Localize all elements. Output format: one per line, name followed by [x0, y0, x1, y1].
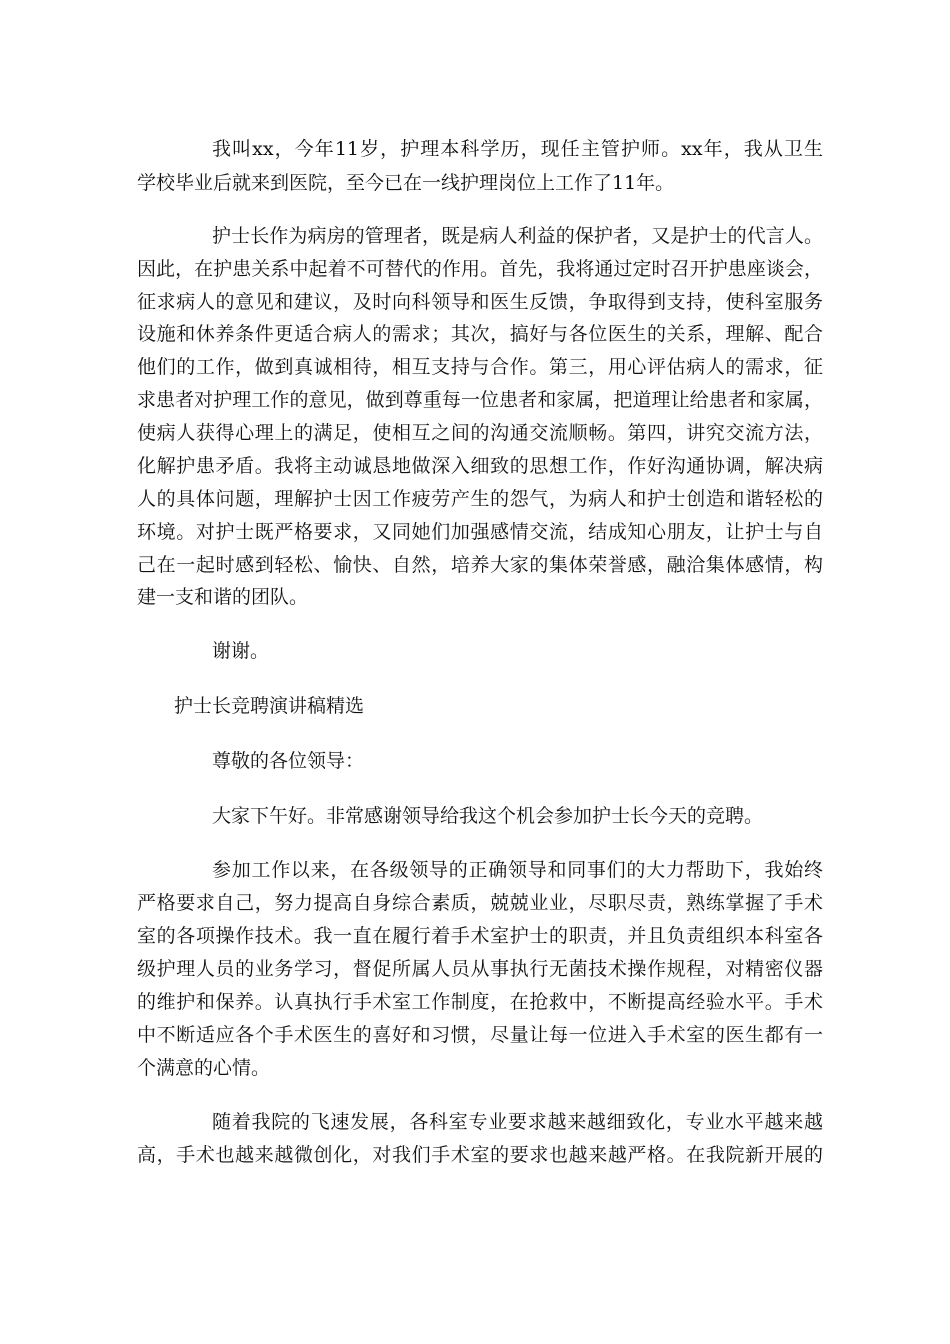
paragraph-8-line-1: 随着我院的飞速发展，各科室专业要求越来越细致化，专业水平越来越 — [212, 1111, 823, 1133]
paragraph-1-line-1: 我叫xx，今年11岁，护理本科学历，现任主管护师。xx年，我从卫生 — [212, 138, 823, 160]
paragraph-7-line-2: 严格要求自己，努力提高自身综合素质，兢兢业业，尽职尽责，熟练掌握了手术 — [137, 892, 823, 914]
paragraph-2-line-11: 己在一起时感到轻松、愉快、自然，培养大家的集体荣誉感，融洽集体感情，构 — [137, 554, 823, 576]
paragraph-2-line-3: 征求病人的意见和建议，及时向科领导和医生反馈，争取得到支持，使科室服务 — [137, 291, 823, 313]
paragraph-2-line-8: 化解护患矛盾。我将主动诚恳地做深入细致的思想工作，作好沟通协调，解决病 — [137, 455, 823, 477]
paragraph-2-line-1: 护士长作为病房的管理者，既是病人利益的保护者，又是护士的代言人。 — [212, 225, 823, 247]
paragraph-1-line-2: 学校毕业后就来到医院，至今已在一线护理岗位上工作了11年。 — [137, 172, 675, 194]
thanks-line: 谢谢。 — [212, 640, 270, 662]
salutation-line: 尊敬的各位领导： — [212, 750, 365, 772]
paragraph-2-line-12: 建一支和谐的团队。 — [137, 586, 309, 608]
paragraph-7-line-1: 参加工作以来，在各级领导的正确领导和同事们的大力帮助下，我始终 — [212, 859, 823, 881]
paragraph-7-line-7: 个满意的心情。 — [137, 1057, 271, 1079]
paragraph-7-line-3: 室的各项操作技术。我一直在履行着手术室护士的职责，并且负责组织本科室各 — [137, 925, 823, 947]
paragraph-8-line-2: 高，手术也越来越微创化，对我们手术室的要求也越来越严格。在我院新开展的 — [137, 1144, 823, 1166]
paragraph-2-line-7: 使病人获得心理上的满足，使相互之间的沟通交流顺畅。第四，讲究交流方法， — [137, 422, 823, 444]
paragraph-2-line-10: 环境。对护士既严格要求，又同她们加强感情交流，结成知心朋友，让护士与自 — [137, 521, 823, 543]
paragraph-2-line-4: 设施和休养条件更适合病人的需求；其次，搞好与各位医生的关系，理解、配合 — [137, 323, 823, 345]
greeting-line: 大家下午好。非常感谢领导给我这个机会参加护士长今天的竞聘。 — [212, 805, 764, 827]
paragraph-7-line-6: 中不断适应各个手术医生的喜好和习惯，尽量让每一位进入手术室的医生都有一 — [137, 1024, 823, 1046]
paragraph-7-line-5: 的维护和保养。认真执行手术室工作制度，在抢救中，不断提高经验水平。手术 — [137, 991, 823, 1013]
paragraph-7-line-4: 级护理人员的业务学习，督促所属人员从事执行无菌技术操作规程，对精密仪器 — [137, 958, 823, 980]
section-heading: 护士长竞聘演讲稿精选 — [174, 695, 365, 717]
paragraph-2-line-2: 因此，在护患关系中起着不可替代的作用。首先，我将通过定时召开护患座谈会， — [137, 258, 823, 280]
paragraph-2-line-9: 人的具体问题，理解护士因工作疲劳产生的怨气，为病人和护士创造和谐轻松的 — [137, 488, 823, 510]
paragraph-2-line-6: 求患者对护理工作的意见，做到尊重每一位患者和家属，把道理让给患者和家属， — [137, 389, 823, 411]
paragraph-2-line-5: 他们的工作，做到真诚相待，相互支持与合作。第三，用心评估病人的需求，征 — [137, 356, 823, 378]
